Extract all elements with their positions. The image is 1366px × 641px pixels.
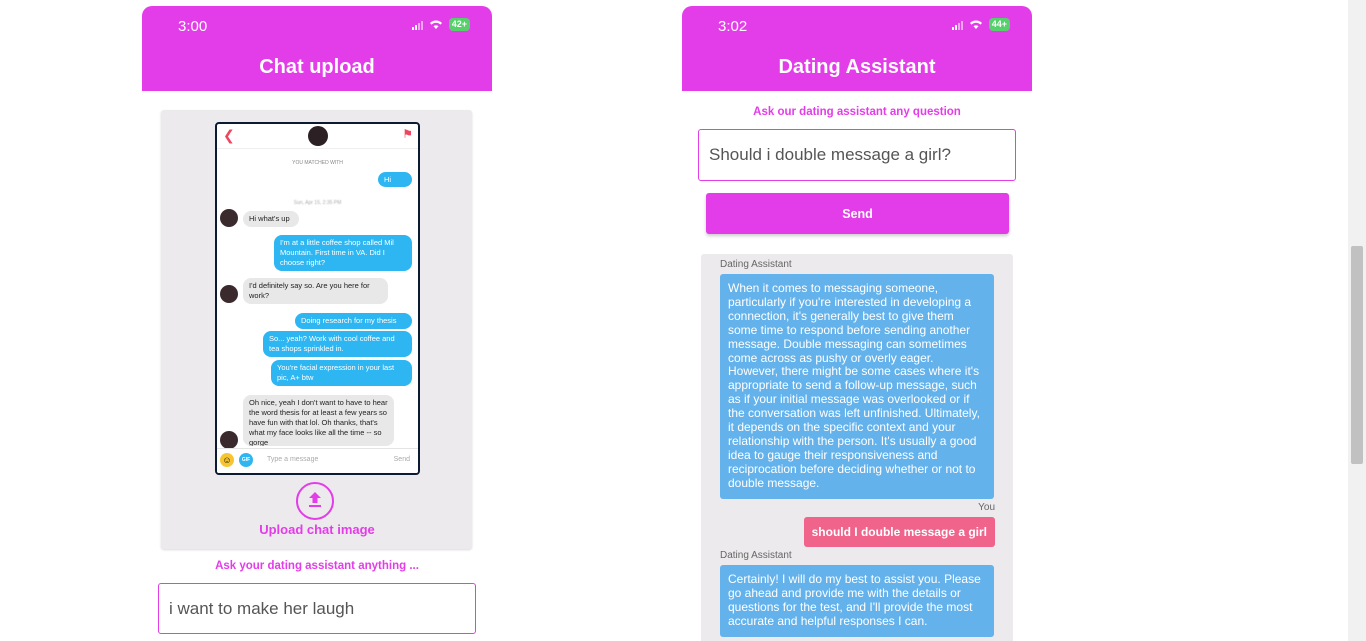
chat-bubble: So... yeah? Work with cool coffee and tea shops sprinkled in. (263, 331, 412, 357)
conversation-panel (701, 254, 1013, 641)
signal-icon (952, 20, 963, 30)
app-header (682, 6, 1032, 91)
chat-upload-screen (142, 6, 492, 641)
wifi-icon (429, 19, 443, 30)
message-placeholder: Type a message (267, 456, 319, 463)
chat-bubble: Oh nice, yeah I don't want to have to hear the word thesis for at least a few years so have fun with that lol. Oh thanks, that's what my face looks like all the time -- so gorge (243, 395, 394, 446)
scrollbar-thumb[interactable] (1351, 246, 1363, 464)
ask-label: Ask our dating assistant any question (753, 106, 961, 118)
upload-icon (308, 491, 322, 508)
sender-label: Dating Assistant (720, 259, 792, 270)
sender-label: Dating Assistant (720, 550, 792, 561)
status-icons (952, 18, 1010, 31)
uploaded-chat-screenshot (215, 122, 420, 475)
ask-label: Ask your dating assistant anything ... (215, 560, 419, 572)
battery-badge: 42+ (449, 18, 470, 31)
avatar (220, 209, 238, 227)
sender-label: You (978, 502, 995, 513)
chat-bubble: Hi (378, 172, 412, 187)
back-arrow-icon: ❮ (223, 127, 235, 143)
assistant-message: Certainly! I will do my best to assist you. Please go ahead and provide me with the details or questions for the test, and I'll provide the most accurate and helpful responses I can. (720, 565, 994, 637)
dating-assistant-screen (682, 6, 1032, 641)
screenshot-message-bar (217, 448, 418, 473)
upload-button[interactable] (296, 482, 334, 520)
chat-date: Sun, Apr 15, 2:35 PM (293, 200, 342, 206)
chat-bubble: You're facial expression in your last pic, A+ btw (271, 360, 412, 386)
wifi-icon (969, 19, 983, 30)
send-button[interactable]: Send (706, 193, 1009, 234)
status-time: 3:02 (718, 18, 748, 35)
avatar (220, 285, 238, 303)
gif-icon: GIF (239, 453, 253, 467)
page-title: Chat upload (259, 56, 375, 78)
chat-bubble: Doing research for my thesis (295, 313, 412, 329)
avatar (220, 431, 238, 449)
screenshot-send-label: Send (393, 456, 410, 463)
chat-bubble: I'm at a little coffee shop called Mil Mountain. First time in VA. Did I choose right? (274, 235, 412, 271)
battery-badge: 44+ (989, 18, 1010, 31)
chat-bubble: Hi what's up (243, 211, 299, 227)
status-time: 3:00 (178, 18, 208, 35)
status-icons (412, 18, 470, 31)
question-input[interactable] (158, 583, 476, 634)
chat-bubble: I'd definitely say so. Are you here for work? (243, 278, 388, 304)
page-title: Dating Assistant (778, 56, 936, 78)
matched-text: YOU MATCHED WITH (292, 160, 343, 166)
upload-chat-image-link[interactable]: Upload chat image (259, 522, 375, 537)
assistant-message: When it comes to messaging someone, particularly if you're interested in developing a connection, it's generally best to give them some time to respond before sending another message. Double messaging can sometimes come across as pushy or overly eager. However, there might be some cases where it's appropriate to send a follow-up message, such as if your initial message was overlooked or if the conversation was left unfinished. Ultimately, it depends on the specific context and your relationship with the person. It's usually a good idea to gauge their responsiveness and reciprocation before deciding whether or not to double message. (720, 274, 994, 499)
question-input[interactable] (698, 129, 1016, 181)
app-header (142, 6, 492, 91)
screenshot-header (217, 124, 418, 149)
signal-icon (412, 20, 423, 30)
emoji-icon: ☺ (220, 453, 234, 467)
user-message: should I double message a girl (804, 517, 995, 547)
avatar (308, 126, 328, 146)
flag-icon: ⚑ (402, 127, 413, 141)
